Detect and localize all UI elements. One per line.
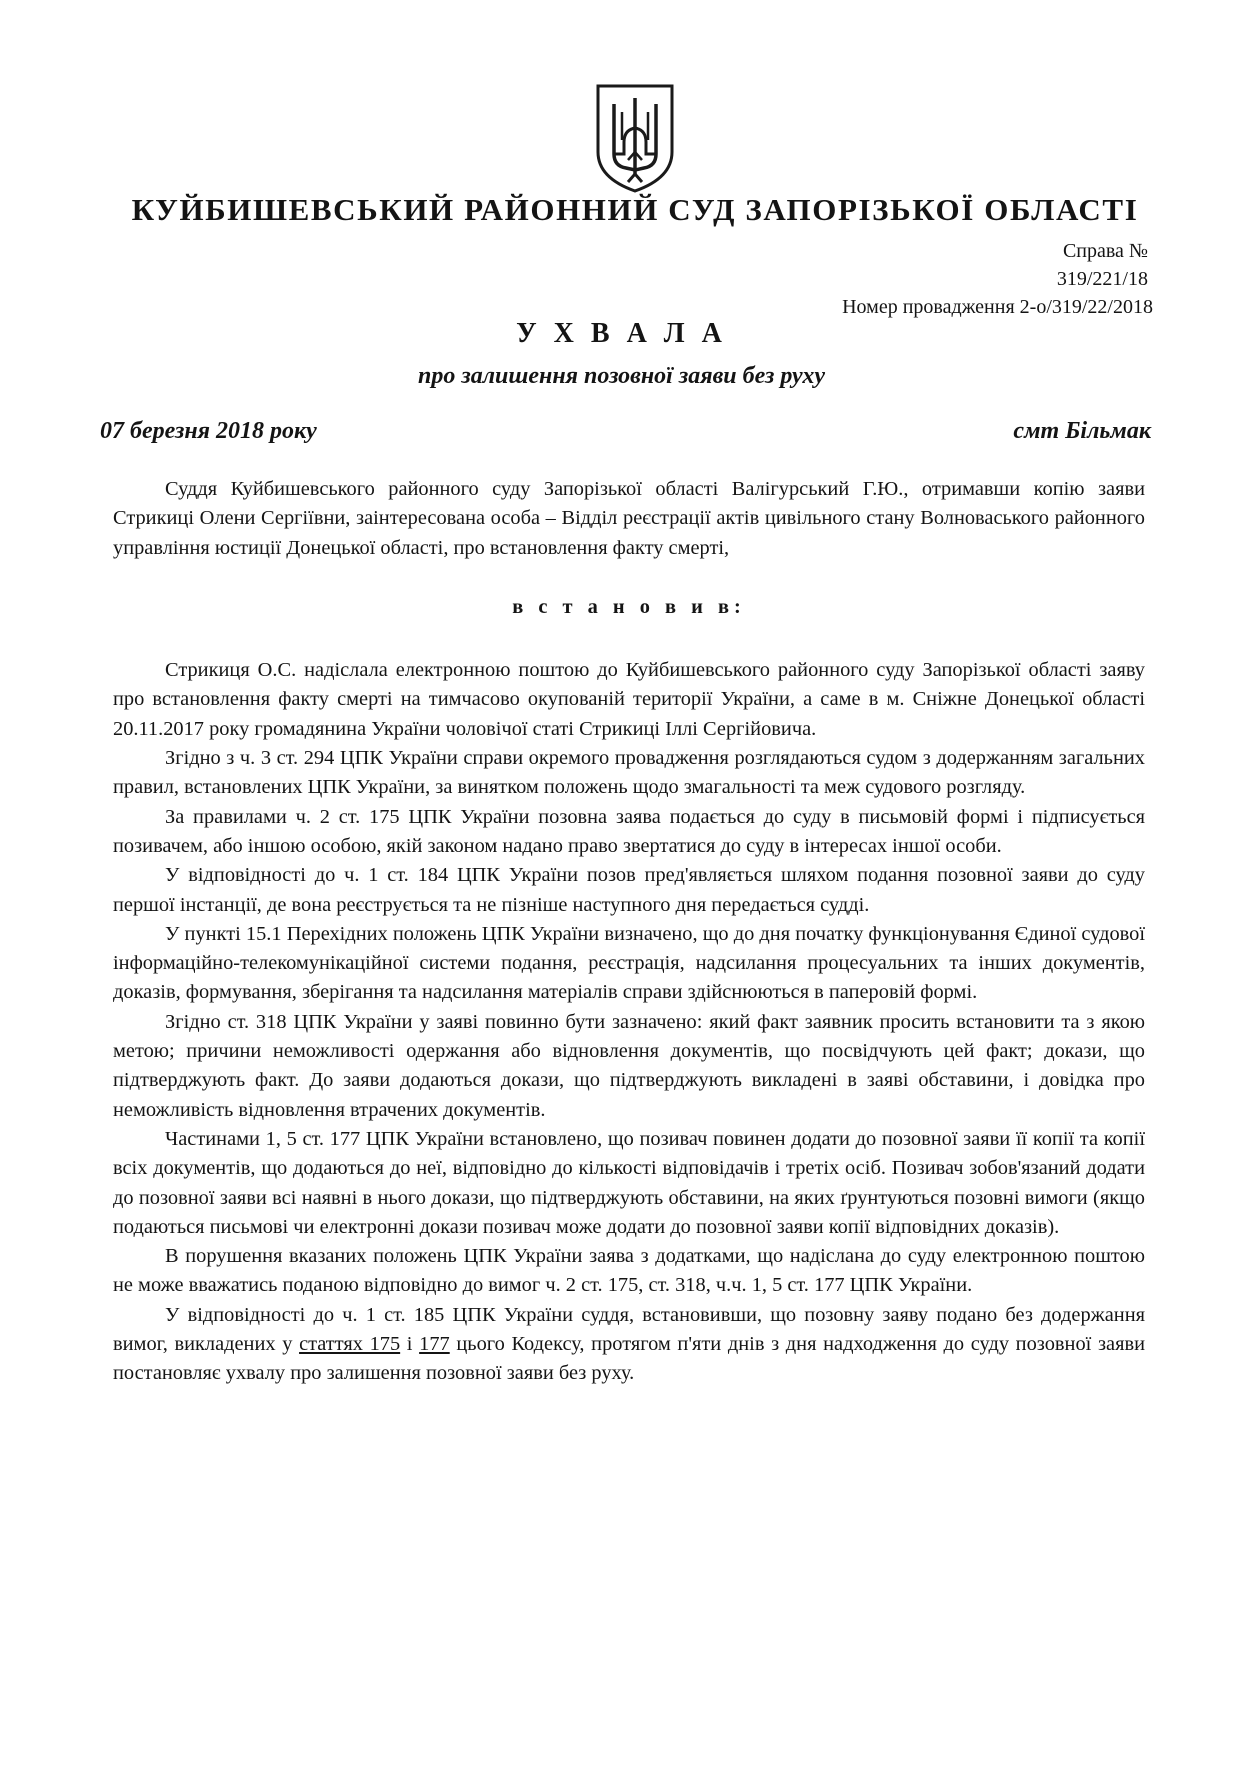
paragraph-7: Частинами 1, 5 ст. 177 ЦПК України встановлено, що позивач повинен додати до позовної заяви її копії та копії всіх документів, що додаються до неї, відповідно до кількості відповідачів і третіх осіб. Позивач зобов'язаний додати до позовної заяви всі наявні в нього докази, що підтверджують обставини, на яких ґрунтуються позовні вимоги (якщо подаються письмові чи електронні докази позивач може додати до позовної заяви копії відповідних доказів). <box>113 1127 1145 1238</box>
coat-of-arms-icon <box>592 82 678 194</box>
paragraph-9-mid: і <box>400 1333 420 1356</box>
document-subtitle: про залишення позовної заяви без руху <box>418 363 825 389</box>
case-number: 319/221/18 <box>1056 268 1148 290</box>
proceeding-number: Номер провадження 2-о/319/22/2018 <box>842 296 1153 318</box>
paragraph-9-end: цього Кодексу, протягом п'яти днів з дня надходження до суду позовної заяви постановляє ухвалу про залишення позовної заяви без руху. <box>113 1333 1145 1385</box>
paragraph-4: У відповідності до ч. 1 ст. 184 ЦПК України позов пред'являється шляхом подання позовної заяви до суду першої інстанції, де вона реєструється та не пізніше наступного дня передається судді. <box>113 864 1145 916</box>
article-177-link[interactable]: 177 <box>419 1333 450 1356</box>
paragraph-8: В порушення вказаних положень ЦПК України заява з додатками, що надіслана до суду електронною поштою не може вважатись поданою відповідно до вимог ч. 2 ст. 175, ст. 318, ч.ч. 1, 5 ст. 177 ЦПК України. <box>113 1245 1145 1297</box>
document-body <box>113 475 1145 1389</box>
paragraph-9 <box>113 1301 1145 1389</box>
paragraph-1: Стрикиця О.С. надіслала електронною поштою до Куйбишевського районного суду Запорізької області заяву про встановлення факту смерті на тимчасово окупованій території України, а саме в м. Сніжне Донецької області 20.11.2017 року громадянина України чоловічої статі Стрикиці Іллі Сергійовича. <box>113 659 1145 740</box>
document-place: смт Більмак <box>1013 418 1151 444</box>
article-175-link[interactable]: статтях 175 <box>299 1333 401 1356</box>
paragraph-5: У пункті 15.1 Перехідних положень ЦПК України визначено, що до дня початку функціонування Єдиної судової інформаційно-телекомунікаційної системи подання, реєстрація, надсилання процесуальних та інших документів, доказів, формування, зберігання та надсилання матеріалів справи здійснюються в паперовій формі. <box>113 922 1145 1004</box>
document-title: У Х В А Л А <box>516 318 727 349</box>
section-heading: в с т а н о в и в: <box>512 595 746 618</box>
intro-paragraph: Суддя Куйбишевського районного суду Запорізької області Валігурський Г.Ю., отримавши копію заяви Стрикиці Олени Сергіївни, заінтересована особа – Відділ реєстрації актів цивільного стану Волноваського районного управління юстиції Донецької області, про встановлення факту смерті, <box>113 478 1145 559</box>
paragraph-9-start: У відповідності до ч. 1 ст. 185 ЦПК України суддя, встановивши, що позовну заяву подано без додержання вимог, викладених у <box>113 1303 1145 1356</box>
case-number-label: Справа № <box>1062 240 1148 262</box>
paragraph-6: Згідно ст. 318 ЦПК України у заяві повинно бути зазначено: який факт заявник просить встановити та з якою метою; причини неможливості одержання або відновлення документів, що посвідчують цей факт; докази, що підтверджують факт. До заяви додаються докази, що підтверджують викладені в заяві обставини, і довідка про неможливість відновлення втрачених документів. <box>113 1010 1145 1121</box>
paragraph-2: Згідно з ч. 3 ст. 294 ЦПК України справи окремого провадження розглядаються судом з додержанням загальних правил, встановлених ЦПК України, за винятком положень щодо змагальності та меж судового розгляду. <box>113 747 1145 799</box>
court-name: КУЙБИШЕВСЬКИЙ РАЙОННИЙ СУД ЗАПОРІЗЬКОЇ ОБЛАСТІ <box>131 192 1139 227</box>
paragraph-3: За правилами ч. 2 ст. 175 ЦПК України позовна заява подається до суду в письмовій формі і підписується позивачем, або іншою особою, якій законом надано право звертатися до суду в інтересах іншої особи. <box>113 805 1145 857</box>
document-date: 07 березня 2018 року <box>100 418 317 444</box>
